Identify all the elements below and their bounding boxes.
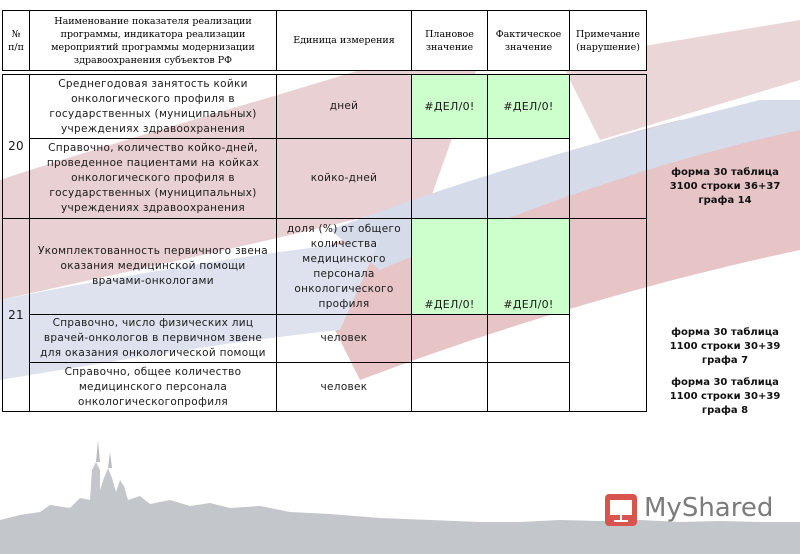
actual-value-cell — [488, 139, 570, 219]
header-num: № п/п — [3, 11, 30, 71]
myshared-logo — [604, 490, 794, 530]
row-number: 21 — [3, 219, 30, 412]
planned-value-cell — [412, 139, 488, 219]
unit-cell: доля (%) от общего количества медицинского персонала онкологического профиля — [277, 219, 412, 315]
unit-cell: человек — [277, 363, 412, 412]
actual-value-cell — [488, 315, 570, 363]
indicator-cell: Справочно, количество койко-дней, проведенное пациентами на койках онкологического профиля в государственных (муниципальных) учреждениях здравоохранения — [30, 139, 277, 219]
planned-value-cell — [412, 363, 488, 412]
header-unit: Единица измерения — [277, 11, 412, 71]
unit-cell: койко-дней — [277, 139, 412, 219]
table-row — [3, 75, 647, 139]
indicator-cell: Укомплектованность первичного звена оказания медицинской помощи врачами-онкологами — [30, 219, 277, 315]
actual-value-cell — [488, 363, 570, 412]
remark-note-1: форма 30 таблица 3100 строки 36+37 графа 14 — [669, 167, 781, 206]
header-table — [2, 10, 647, 71]
indicator-cell: Справочно, общее количество медицинского персонала онкологическогопрофиля — [30, 363, 277, 412]
planned-value-cell — [412, 315, 488, 363]
table-row — [3, 139, 647, 219]
planned-value-cell: #ДЕЛ/0! — [412, 75, 488, 139]
actual-value-cell: #ДЕЛ/0! — [488, 75, 570, 139]
remark-note-2: форма 30 таблица 1100 строки 30+39 графа 7 — [669, 327, 781, 366]
indicator-cell: Справочно, число физических лиц врачей-онкологов в первичном звене для оказания онкологической помощи — [30, 315, 277, 363]
header-remark: Примечание (нарушение) — [570, 11, 647, 71]
indicator-cell: Среднегодовая занятость койки онкологического профиля в государственных (муниципальных) учреждениях здравоохранения — [30, 75, 277, 139]
logo-text: MyShared — [644, 493, 774, 523]
unit-cell: человек — [277, 315, 412, 363]
remark-note-3: форма 30 таблица 1100 строки 30+39 графа 8 — [669, 377, 781, 416]
table-row — [3, 219, 647, 315]
remark-cell — [570, 219, 647, 412]
header-planned: Плановое значение — [412, 11, 488, 71]
header-indicator: Наименование показателя реализации программы, индикатора реализации мероприятий программы модернизации здравоохранения субъектов РФ — [30, 11, 277, 71]
remark-cell — [570, 75, 647, 219]
table-row — [3, 363, 647, 412]
actual-value-cell: #ДЕЛ/0! — [488, 219, 570, 315]
planned-value-cell: #ДЕЛ/0! — [412, 219, 488, 315]
data-table — [2, 74, 647, 412]
unit-cell: дней — [277, 75, 412, 139]
row-number: 20 — [3, 75, 30, 219]
presentation-icon — [604, 493, 638, 527]
table-row — [3, 315, 647, 363]
header-actual: Фактическое значение — [488, 11, 570, 71]
